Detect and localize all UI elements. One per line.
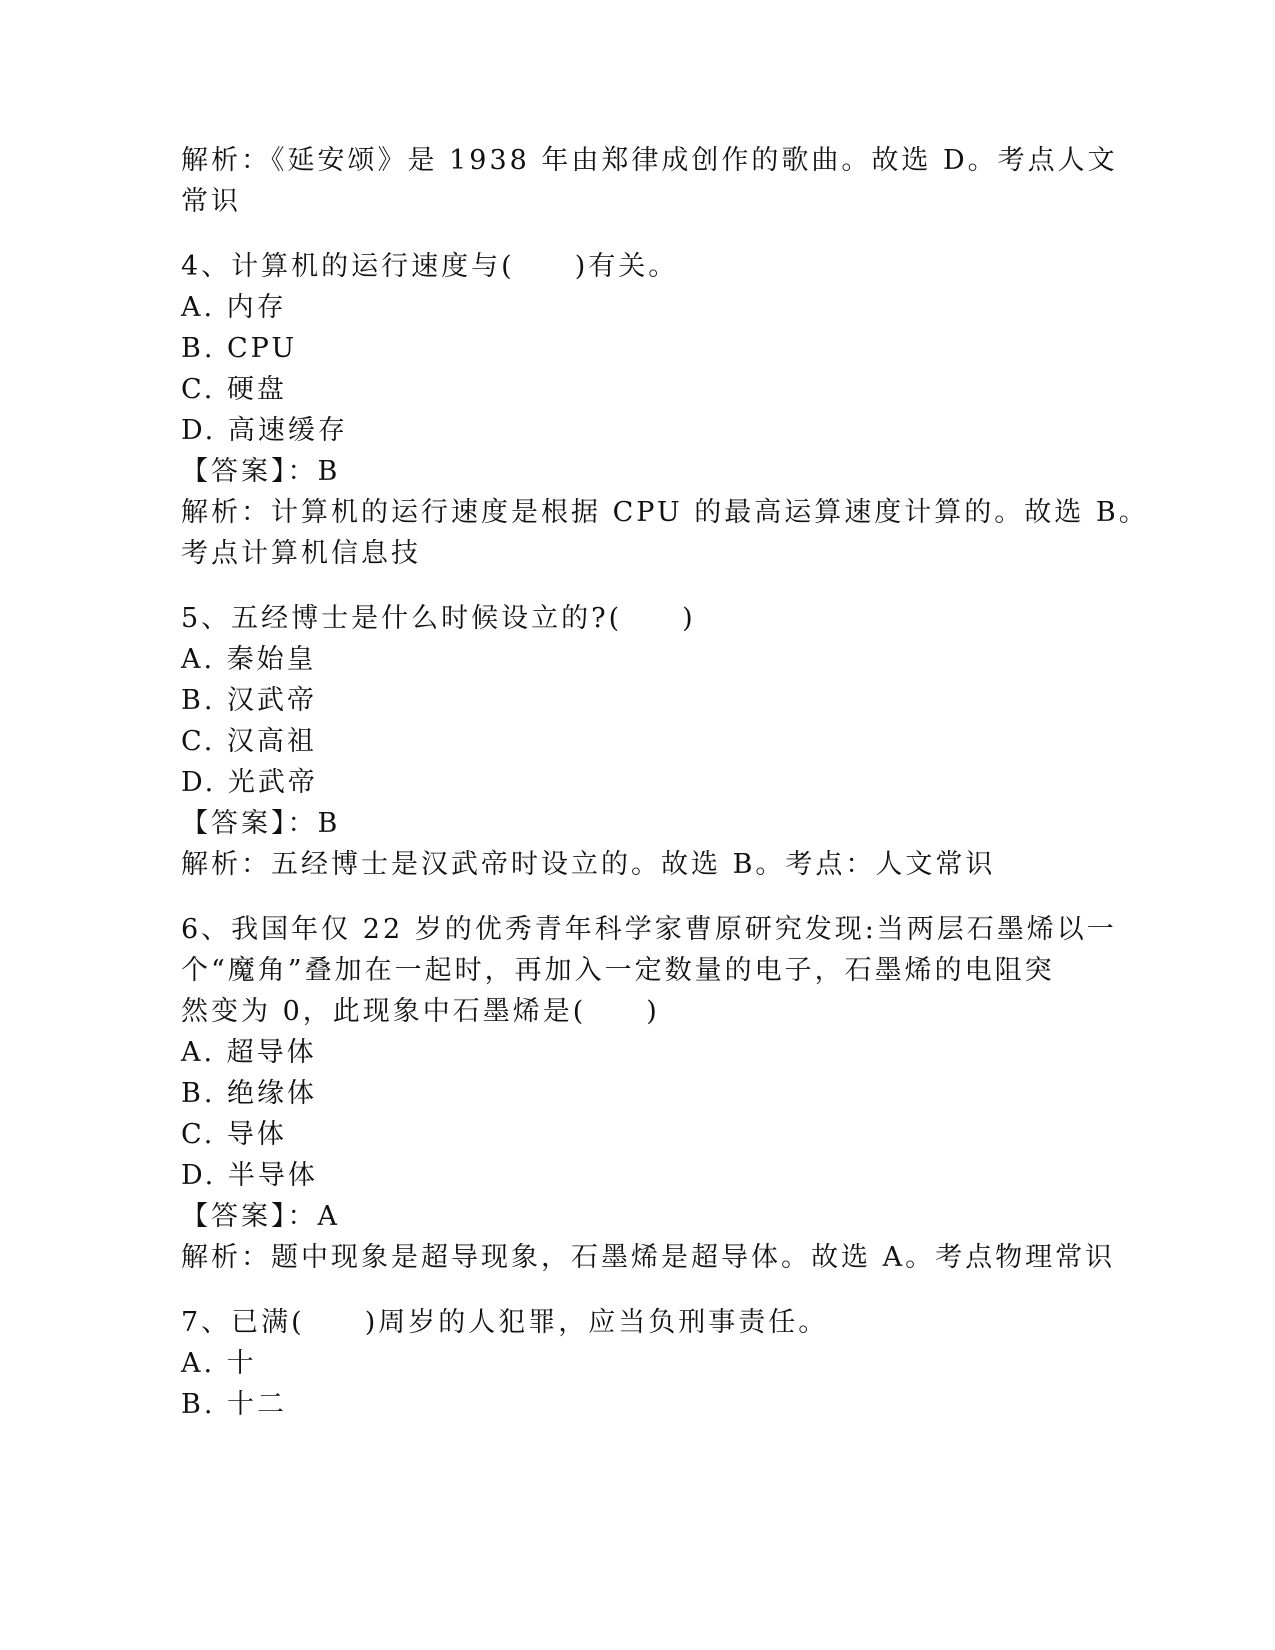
option-a: A. 秦始皇: [181, 644, 317, 675]
question-text: 然变为 0，此现象中石墨烯是( ): [181, 996, 660, 1027]
question-5: [181, 598, 1051, 885]
option-b: B. CPU: [181, 333, 298, 364]
answer-text: 【答案】：B: [181, 808, 341, 839]
question-7: [181, 1302, 1051, 1425]
question-text: 6、我国年仅 22 岁的优秀青年科学家曹原研究发现:当两层石墨烯以一: [181, 914, 1117, 945]
analysis-text: 解析：《延安颂》是 1938 年由郑律成创作的歌曲。故选 D。考点人文: [181, 145, 1118, 176]
option-a: A. 十: [181, 1348, 257, 1379]
analysis-text: 解析：五经博士是汉武帝时设立的。故选 B。考点：人文常识: [181, 849, 996, 880]
analysis-text: 解析：计算机的运行速度是根据 CPU 的最高运算速度计算的。故选 B。: [181, 497, 1149, 528]
option-b: B. 绝缘体: [181, 1078, 318, 1109]
document-page: [181, 140, 1149, 1425]
option-d: D. 高速缓存: [181, 415, 348, 446]
analysis-text: 考点计算机信息技: [181, 538, 421, 569]
option-b: B. 汉武帝: [181, 685, 318, 716]
option-c: C. 硬盘: [181, 374, 287, 405]
question-text: 5、五经博士是什么时候设立的?( ): [181, 603, 696, 634]
option-c: C. 汉高祖: [181, 726, 317, 757]
analysis-text: 常识: [181, 186, 241, 217]
question-text: 个“魔角”叠加在一起时，再加入一定数量的电子，石墨烯的电阻突: [181, 955, 1055, 986]
option-d: D. 光武帝: [181, 767, 318, 798]
option-d: D. 半导体: [181, 1160, 318, 1191]
analysis-text: 解析：题中现象是超导现象，石墨烯是超导体。故选 A。考点物理常识: [181, 1242, 1116, 1273]
option-a: A. 超导体: [181, 1037, 317, 1068]
question-text: 4、计算机的运行速度与( )有关。: [181, 251, 679, 282]
question-4: [181, 246, 1149, 574]
question-6: [181, 909, 1117, 1278]
option-b: B. 十二: [181, 1389, 288, 1420]
answer-text: 【答案】：A: [181, 1201, 340, 1232]
q3-analysis: [181, 140, 1118, 222]
answer-text: 【答案】：B: [181, 456, 341, 487]
question-text: 7、已满( )周岁的人犯罪，应当负刑事责任。: [181, 1307, 829, 1338]
option-c: C. 导体: [181, 1119, 287, 1150]
option-a: A. 内存: [181, 292, 287, 323]
